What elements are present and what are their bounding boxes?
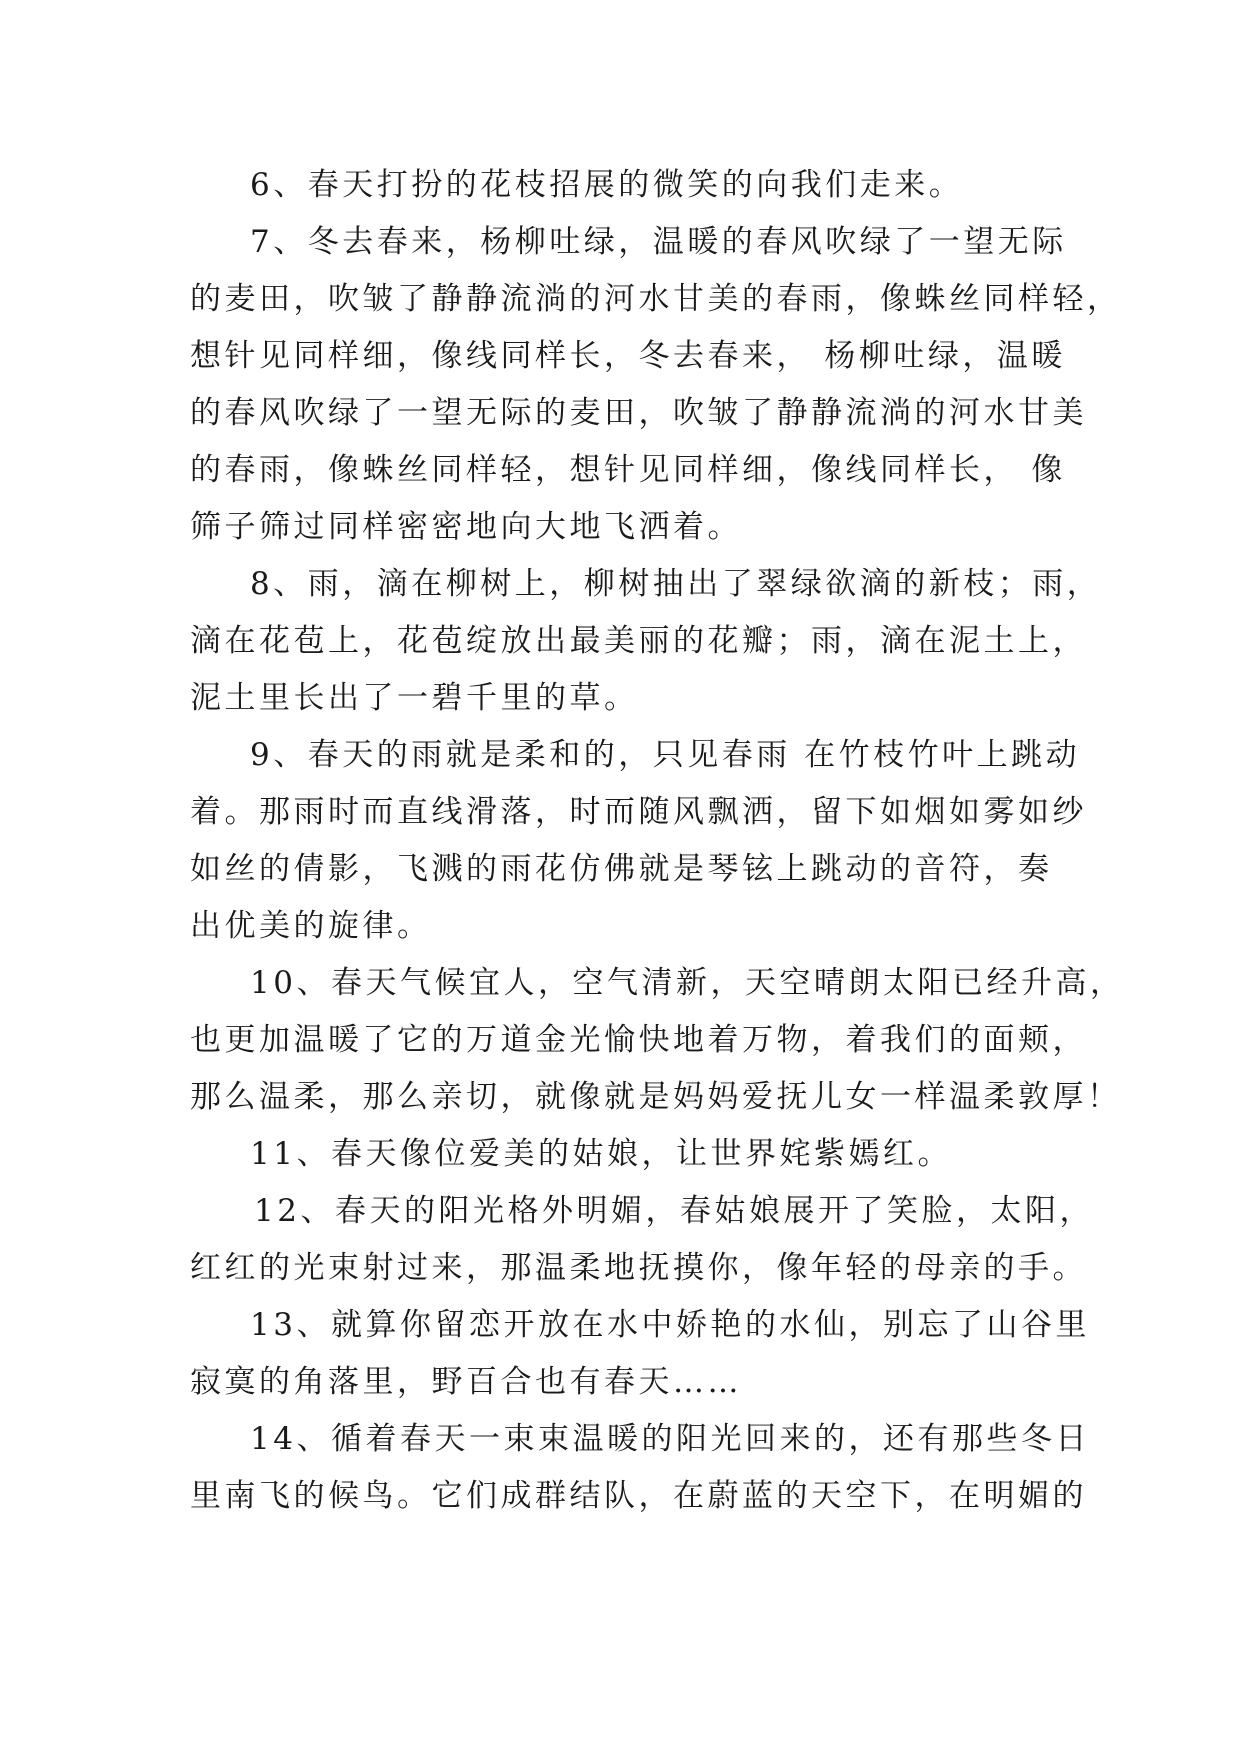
paragraph-line: 14、循着春天一束束温暖的阳光回来的，还有那些冬日 xyxy=(250,1421,1090,1457)
paragraph-12 xyxy=(190,1183,1094,1297)
paragraph-line: 想针见同样细，像线同样长，冬去春来， 杨柳吐绿，温暖 xyxy=(190,338,1066,374)
paragraph-8 xyxy=(190,556,1102,727)
paragraph-11 xyxy=(190,1126,1065,1183)
paragraph-line: 10、春天气候宜人，空气清新，天空晴朗太阳已经升高， xyxy=(250,965,1125,1001)
paragraph-line: 9、春天的雨就是柔和的，只见春雨 在竹枝竹叶上跳动 xyxy=(250,737,1081,773)
paragraph-line: 12、春天的阳光格外明媚，春姑娘展开了笑脸，太阳， xyxy=(254,1193,1094,1229)
paragraph-line: 着。那雨时而直线滑落，时而随风飘洒，留下如烟如雾如纱 xyxy=(190,794,1087,830)
paragraph-line: 8、雨，滴在柳树上，柳树抽出了翠绿欲滴的新枝；雨， xyxy=(250,566,1102,602)
paragraph-line: 6、春天打扮的花枝招展的微笑的向我们走来。 xyxy=(250,167,964,203)
paragraph-line: 红红的光束射过来，那温柔地抚摸你，像年轻的母亲的手。 xyxy=(190,1250,1087,1286)
paragraph-line: 的春风吹绿了一望无际的麦田，吹皱了静静流淌的河水甘美 xyxy=(190,395,1087,431)
paragraph-line: 13、就算你留恋开放在水中娇艳的水仙，别忘了山谷里 xyxy=(250,1307,1090,1343)
paragraph-line: 也更加温暖了它的万道金光愉快地着万物，着我们的面颊， xyxy=(190,1022,1087,1058)
paragraph-10 xyxy=(190,955,1125,1126)
paragraph-9 xyxy=(190,727,1087,955)
paragraph-line: 如丝的倩影，飞溅的雨花仿佛就是琴铉上跳动的音符，奏 xyxy=(190,851,1053,887)
paragraph-6 xyxy=(190,157,1065,214)
paragraph-line: 泥土里长出了一碧千里的草。 xyxy=(190,680,639,716)
paragraph-line: 的麦田，吹皱了静静流淌的河水甘美的春雨，像蛛丝同样轻， xyxy=(190,281,1122,317)
paragraph-line: 那么温柔，那么亲切，就像就是妈妈爱抚儿女一样温柔敦厚！ xyxy=(190,1079,1122,1115)
paragraph-line: 滴在花苞上，花苞绽放出最美丽的花瓣；雨，滴在泥土上， xyxy=(190,623,1087,659)
paragraph-line: 7、冬去春来，杨柳吐绿，温暖的春风吹绿了一望无际 xyxy=(250,224,1067,260)
paragraph-14 xyxy=(190,1411,1090,1525)
paragraph-line: 11、春天像位爱美的姑娘，让世界姹紫嫣红。 xyxy=(250,1136,952,1172)
document-page xyxy=(190,157,1125,1525)
paragraph-7 xyxy=(190,214,1122,556)
paragraph-line: 出优美的旋律。 xyxy=(190,908,432,944)
paragraph-line: 的春雨，像蛛丝同样轻，想针见同样细，像线同样长， 像 xyxy=(190,452,1066,488)
paragraph-line: 寂寞的角落里，野百合也有春天…… xyxy=(190,1364,742,1400)
paragraph-13 xyxy=(190,1297,1090,1411)
paragraph-line: 里南飞的候鸟。它们成群结队，在蔚蓝的天空下，在明媚的 xyxy=(190,1478,1087,1514)
paragraph-line: 筛子筛过同样密密地向大地飞洒着。 xyxy=(190,509,742,545)
